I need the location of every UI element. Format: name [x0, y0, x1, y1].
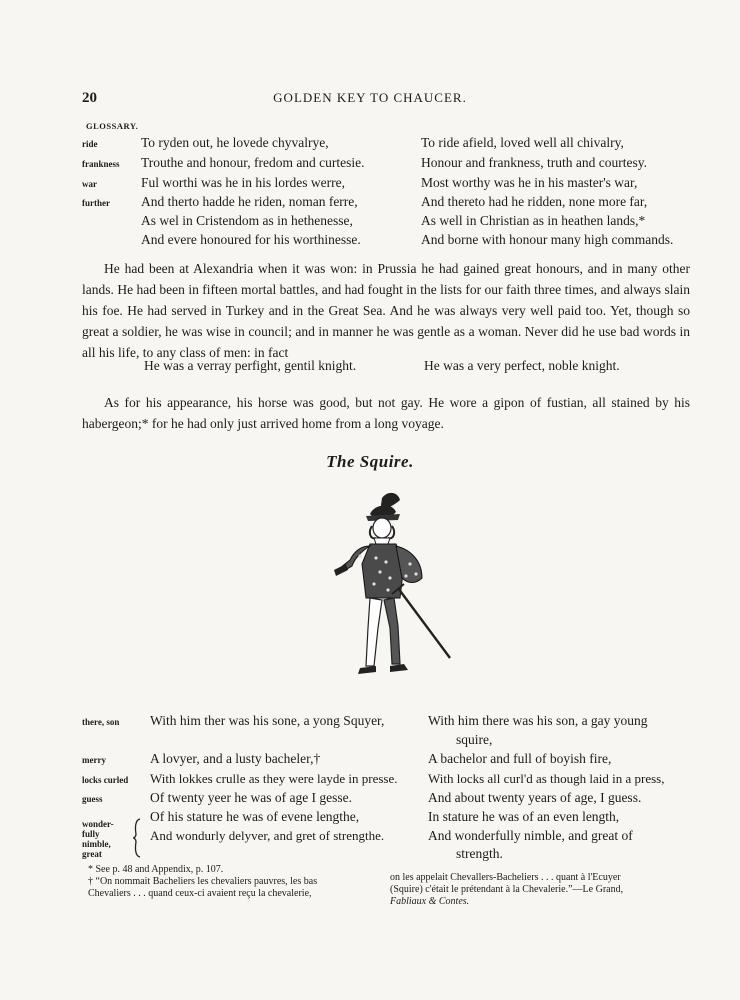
footnote: * See p. 48 and Appendix, p. 107. — [88, 864, 224, 875]
gloss-word: merry — [82, 755, 106, 765]
modern-english-line: And wonderfully nimble, and great of — [428, 828, 633, 843]
knight-summary-row — [0, 358, 740, 378]
modern-english-line: He was a very perfect, noble knight. — [424, 358, 620, 373]
modern-english-line: strength. — [456, 846, 503, 861]
prose-text: He had been at Alexandria when it was won: in Prussia he had gained great honours, and in many other lands. He had been in fifteen mortal battles, and had fought in the lists for our faith three times, and always slain his foe. He had served in Turkey and in the Great Sea. And he was always very well paid too. Yet, though so great a soldier, he was wise in council; and in manner he was gentle as a woman. Never did he use bad words in all his life, to any class of men: in fact — [82, 261, 690, 360]
verse-row — [0, 771, 740, 791]
page-number: 20 — [82, 90, 97, 106]
modern-english-line: squire, — [456, 732, 493, 747]
middle-english-line: Of his stature he was of evene lengthe, — [150, 809, 360, 824]
prose-paragraph — [82, 258, 690, 363]
prose-paragraph — [82, 392, 690, 434]
modern-english-line: With him there was his son, a gay young — [428, 713, 648, 728]
verse-row — [0, 135, 740, 155]
middle-english-line: With lokkes crulle as they were layde in presse. — [150, 771, 398, 786]
gloss-word: fully — [82, 829, 100, 839]
footnotes-left — [88, 864, 317, 900]
middle-english-line: He was a verray perfight, gentil knight. — [144, 358, 357, 373]
glossary-heading: GLOSSARY. — [86, 121, 139, 131]
prose-text: As for his appearance, his horse was good, but not gay. He wore a gipon of fustian, all stained by his habergeon;* for he had only just arrived home from a long voyage. — [82, 395, 690, 431]
verse-row — [0, 713, 740, 733]
gloss-word: nimble, — [82, 839, 111, 849]
modern-english-line: Most worthy was he in his master's war, — [421, 175, 638, 190]
modern-english-line: With locks all curl'd as though laid in a press, — [428, 771, 665, 786]
middle-english-line: And wondurly delyver, and gret of strengthe. — [150, 828, 385, 843]
middle-english-line: With him ther was his sone, a yong Squyer, — [150, 713, 385, 728]
gloss-word: frankness — [82, 159, 120, 169]
gloss-word: wonder- — [82, 819, 114, 829]
section-title: The Squire. — [326, 452, 414, 471]
gloss-block — [82, 819, 114, 859]
modern-english-line: A bachelor and full of boyish fire, — [428, 751, 612, 766]
modern-english-line: To ride afield, loved well all chivalry, — [421, 135, 624, 150]
gloss-word: there, son — [82, 717, 120, 727]
middle-english-line: And evere honoured for his worthinesse. — [141, 232, 361, 247]
gloss-word: locks curled — [82, 775, 129, 785]
gloss-word: great — [82, 849, 102, 859]
middle-english-line: Trouthe and honour, fredom and curtesie. — [141, 155, 365, 170]
modern-english-line: In stature he was of an even length, — [428, 809, 620, 824]
verse-row — [0, 194, 740, 214]
modern-english-line: As well in Christian as in heathen lands,* — [421, 213, 646, 228]
squire-illustration — [330, 488, 465, 700]
footnote: † “On nommait Bacheliers les chevaliers pauvres, les bas — [88, 876, 318, 887]
gloss-word: further — [82, 198, 110, 208]
middle-english-line: Of twenty yeer he was of age I gesse. — [150, 790, 353, 805]
modern-english-line: Honour and frankness, truth and courtesy. — [421, 155, 647, 170]
verse-row — [0, 790, 740, 810]
gloss-word: ride — [82, 139, 98, 149]
verse-row — [0, 155, 740, 175]
modern-english-line: And thereto had he ridden, none more far, — [421, 194, 648, 209]
modern-english-line: And borne with honour many high commands. — [421, 232, 674, 247]
gloss-word: guess — [82, 794, 103, 804]
verse-row — [0, 732, 740, 752]
verse-row — [0, 213, 740, 233]
middle-english-line: As wel in Cristendom as in hethenesse, — [141, 213, 353, 228]
footnote: Fabliaux & Contes. — [390, 896, 470, 907]
middle-english-line: A lovyer, and a lusty bacheler,† — [150, 751, 321, 766]
footnote: Chevaliers . . . quand ceux-ci avaient reçu la chevalerie, — [88, 888, 312, 899]
verse-row — [0, 232, 740, 252]
running-title: GOLDEN KEY TO CHAUCER. — [273, 90, 467, 105]
footnotes-right — [390, 872, 690, 908]
footnote: (Squire) c'était le prétendant à la Chevalerie.”—Le Grand, — [390, 884, 624, 895]
footnote: on les appelait Chevallers-Bacheliers . . . quant à l'Ecuyer — [390, 872, 621, 883]
middle-english-line: Ful worthi was he in his lordes werre, — [141, 175, 345, 190]
modern-english-line: And about twenty years of age, I guess. — [428, 790, 642, 805]
middle-english-line: To ryden out, he lovede chyvalrye, — [141, 135, 329, 150]
verse-row — [0, 751, 740, 771]
gloss-word: war — [82, 179, 97, 189]
middle-english-line: And therto hadde he riden, noman ferre, — [141, 194, 358, 209]
brace-icon — [132, 818, 142, 858]
verse-row — [0, 175, 740, 195]
